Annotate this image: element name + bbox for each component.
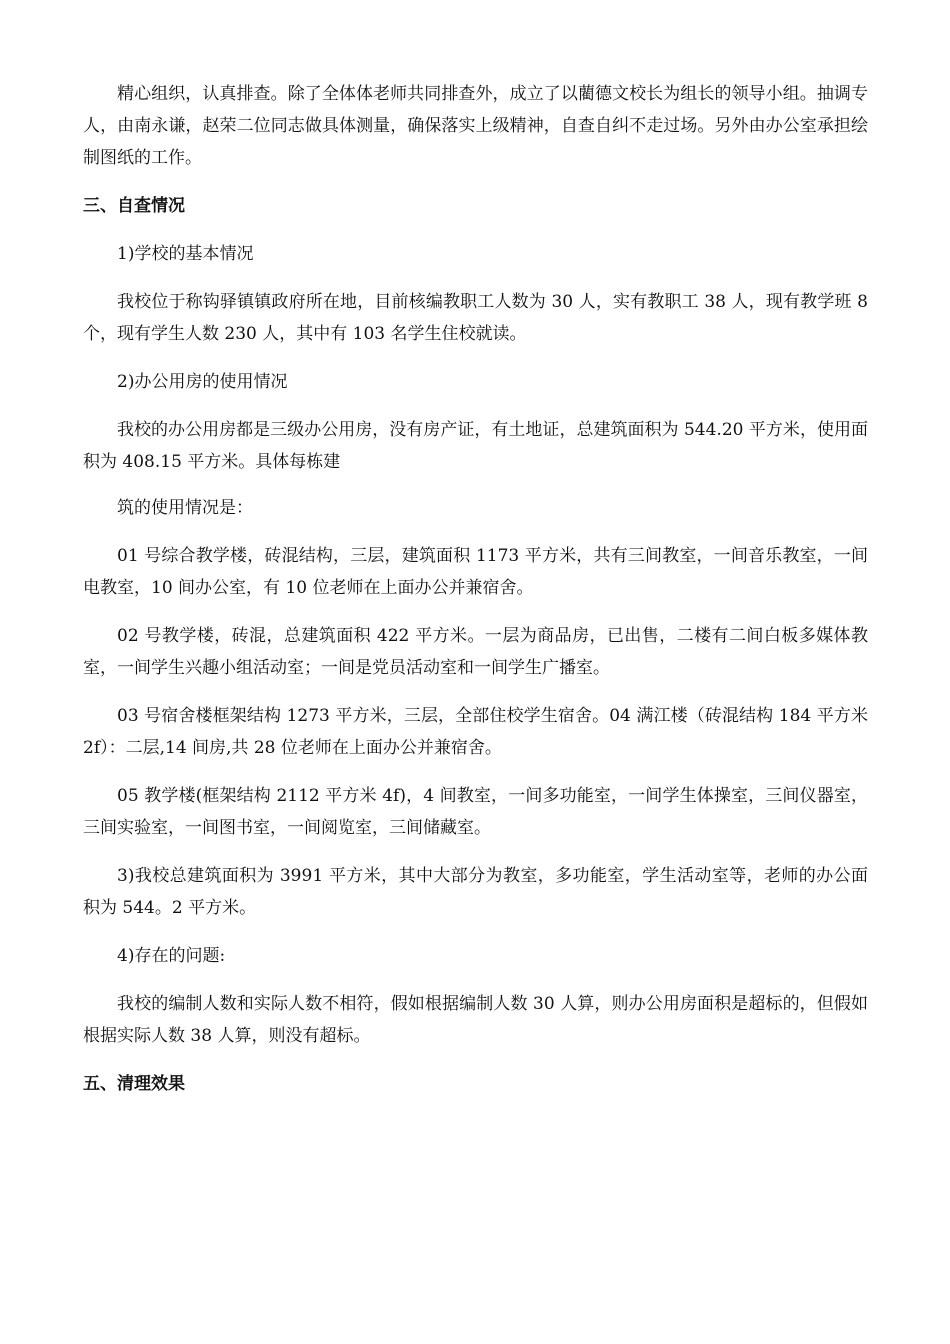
paragraph-building-03-04: 03 号宿舍楼框架结构 1273 平方米，三层，全部住校学生宿舍。04 满江楼（砖混结构 184 平方米 2f）：二层,14 间房,共 28 位老师在上面办公并兼宿舍。 — [83, 706, 868, 758]
subheading-office-usage: 2)办公用房的使用情况 — [117, 372, 288, 392]
subheading-basic-info: 1)学校的基本情况 — [117, 244, 254, 264]
paragraph-office-rooms: 我校的办公用房都是三级办公用房，没有房产证，有土地证，总建筑面积为 544.20 平方米，使用面积为 408.15 平方米。具体每栋建 — [83, 420, 868, 472]
section-heading-cleanup-results: 五、清理效果 — [83, 1074, 185, 1094]
paragraph-total-area: 3)我校总建筑面积为 3991 平方米，其中大部分为教室，多功能室，学生活动室等，老师的办公面积为 544。2 平方米。 — [83, 866, 868, 918]
paragraph-building-01: 01 号综合教学楼，砖混结构，三层，建筑面积 1173 平方米，共有三间教室，一间音乐教室，一间电教室，10 间办公室，有 10 位老师在上面办公并兼宿舍。 — [83, 546, 868, 598]
section-heading-self-inspection: 三、自查情况 — [83, 196, 185, 216]
paragraph-organization: 精心组织，认真排查。除了全体体老师共同排查外，成立了以藺德文校长为组长的领导小组。抽调专人，由南永谦，赵荣二位同志做具体测量，确保落实上级精神，自查自纠不走过场。另外由办公室承担绘制图纸的工作。 — [83, 84, 868, 168]
subheading-problems: 4)存在的问题: — [117, 946, 226, 966]
paragraph-school-location: 我校位于称钩驿镇镇政府所在地，目前核编教职工人数为 30 人，实有教职工 38 人，现有教学班 8 个，现有学生人数 230 人，其中有 103 名学生住校就读。 — [83, 292, 868, 344]
paragraph-building-usage-intro: 筑的使用情况是： — [117, 498, 253, 518]
paragraph-problems-detail: 我校的编制人数和实际人数不相符，假如根据编制人数 30 人算，则办公用房面积是超标的，但假如根据实际人数 38 人算，则没有超标。 — [83, 994, 868, 1046]
paragraph-building-05: 05 教学楼(框架结构 2112 平方米 4f)，4 间教室，一间多功能室，一间学生体操室，三间仪器室，三间实验室，一间图书室，一间阅览室，三间储藏室。 — [83, 786, 868, 838]
paragraph-building-02: 02 号教学楼，砖混，总建筑面积 422 平方米。一层为商品房，已出售，二楼有二间白板多媒体教室，一间学生兴趣小组活动室；一间是党员活动室和一间学生广播室。 — [83, 626, 868, 678]
